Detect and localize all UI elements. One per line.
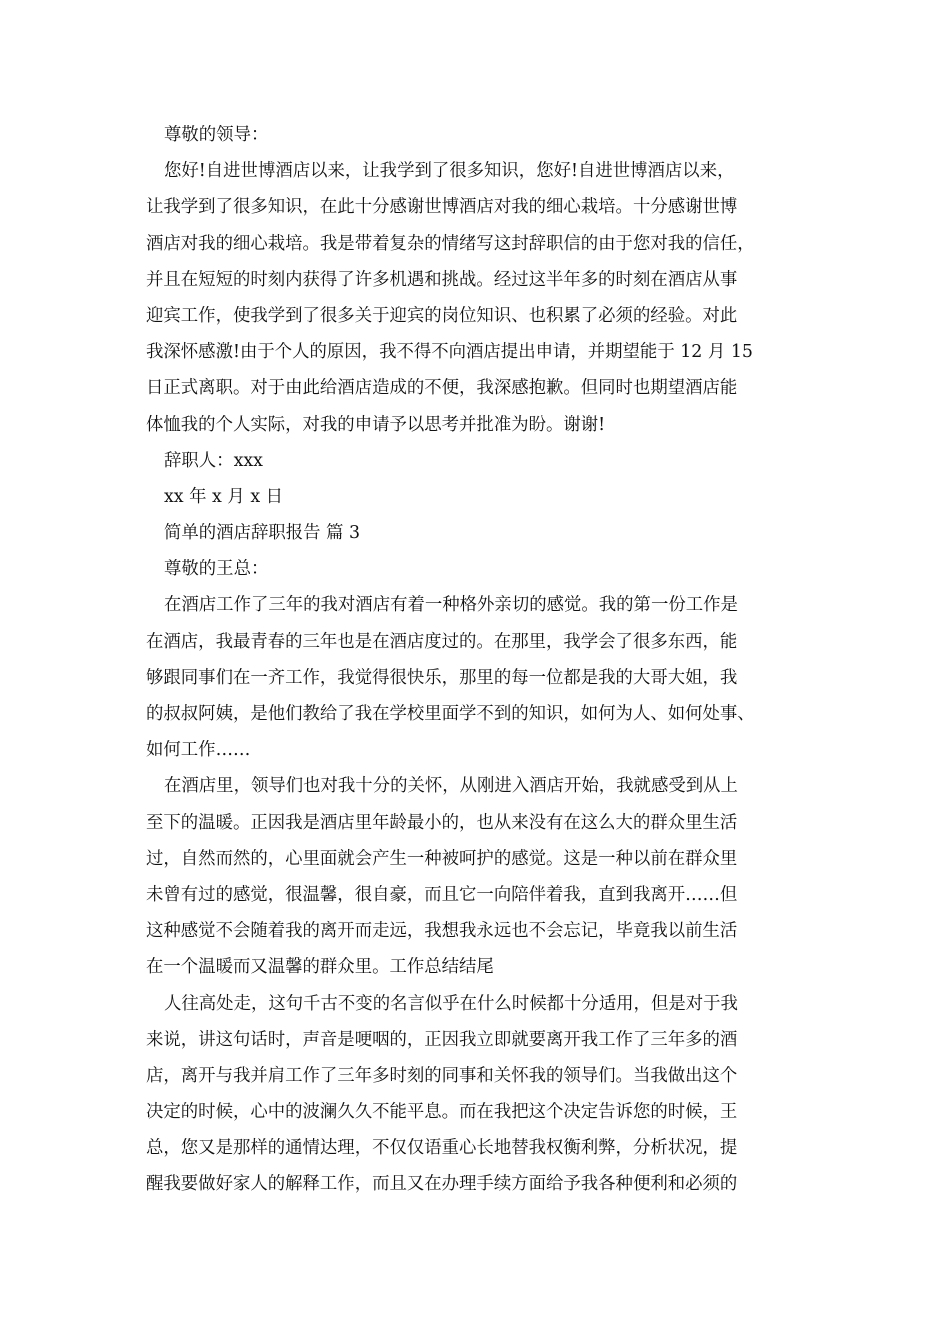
paragraph-line: 迎宾工作，使我学到了很多关于迎宾的岗位知识、也积累了必须的经验。对此 bbox=[146, 305, 738, 326]
paragraph-line: 体恤我的个人实际，对我的申请予以思考并批准为盼。谢谢! bbox=[146, 414, 606, 435]
paragraph-line: 的叔叔阿姨，是他们教给了我在学校里面学不到的知识，如何为人、如何处事、 bbox=[146, 704, 755, 724]
paragraph-line: 在酒店，我最青春的三年也是在酒店度过的。在那里，我学会了很多东西，能 bbox=[146, 631, 738, 652]
salutation-leader: 尊敬的领导： bbox=[164, 125, 269, 145]
paragraph-line: 在酒店里，领导们也对我十分的关怀，从刚进入酒店开始，我就感受到从上 bbox=[164, 776, 738, 797]
section-heading: 简单的酒店辞职报告 篇 3 bbox=[164, 523, 361, 544]
paragraph-line: 总，您又是那样的通情达理，不仅仅语重心长地替我权衡利弊，分析状况，提 bbox=[146, 1138, 738, 1159]
paragraph-line: 人往高处走，这句千古不变的名言似乎在什么时候都十分适用，但是对于我 bbox=[164, 993, 738, 1014]
paragraph-line: 我深怀感激!由于个人的原因，我不得不向酒店提出申请，并期望能于 12 月 15 bbox=[146, 342, 753, 363]
document-body bbox=[146, 117, 802, 1203]
paragraph-line: 决定的时候，心中的波澜久久不能平息。而在我把这个决定告诉您的时候，王 bbox=[146, 1102, 738, 1123]
paragraph-line: 在酒店工作了三年的我对酒店有着一种格外亲切的感觉。我的第一份工作是 bbox=[164, 595, 738, 616]
paragraph-line: 并且在短短的时刻内获得了许多机遇和挑战。经过这半年多的时刻在酒店从事 bbox=[146, 269, 738, 290]
paragraph-line: 让我学到了很多知识，在此十分感谢世博酒店对我的细心栽培。十分感谢世博 bbox=[146, 197, 738, 218]
paragraph-line: 店，离开与我并肩工作了三年多时刻的同事和关怀我的领导们。当我做出这个 bbox=[146, 1065, 738, 1086]
paragraph-line: 醒我要做好家人的解释工作，而且又在办理手续方面给予我各种便利和必须的 bbox=[146, 1174, 738, 1195]
signature-date: xx 年 x 月 x 日 bbox=[164, 486, 284, 507]
paragraph-line: 够跟同事们在一齐工作，我觉得很快乐，那里的每一位都是我的大哥大姐，我 bbox=[146, 667, 738, 688]
paragraph-line: 这种感觉不会随着我的离开而走远，我想我永远也不会忘记，毕竟我以前生活 bbox=[146, 921, 738, 942]
paragraph-line: 在一个温暖而又温馨的群众里。工作总结结尾 bbox=[146, 957, 494, 978]
paragraph-line: 如何工作…… bbox=[146, 740, 251, 761]
paragraph-line: 日正式离职。对于由此给酒店造成的不便，我深感抱歉。但同时也期望酒店能 bbox=[146, 378, 738, 399]
paragraph-line: 过，自然而然的，心里面就会产生一种被呵护的感觉。这是一种以前在群众里 bbox=[146, 848, 738, 869]
paragraph-line: 来说，讲这句话时，声音是哽咽的，正因我立即就要离开我工作了三年多的酒 bbox=[146, 1029, 738, 1050]
paragraph-line: 您好!自进世博酒店以来，让我学到了很多知识，您好!自进世博酒店以来， bbox=[164, 161, 735, 182]
salutation-manager: 尊敬的王总： bbox=[164, 559, 269, 580]
signature-name: 辞职人：xxx bbox=[164, 450, 263, 471]
paragraph-line: 未曾有过的感觉，很温馨，很自豪，而且它一向陪伴着我，直到我离开……但 bbox=[146, 884, 738, 905]
paragraph-line: 酒店对我的细心栽培。我是带着复杂的情绪写这封辞职信的由于您对我的信任， bbox=[146, 233, 755, 254]
paragraph-line: 至下的温暖。正因我是酒店里年龄最小的，也从来没有在这么大的群众里生活 bbox=[146, 812, 738, 833]
